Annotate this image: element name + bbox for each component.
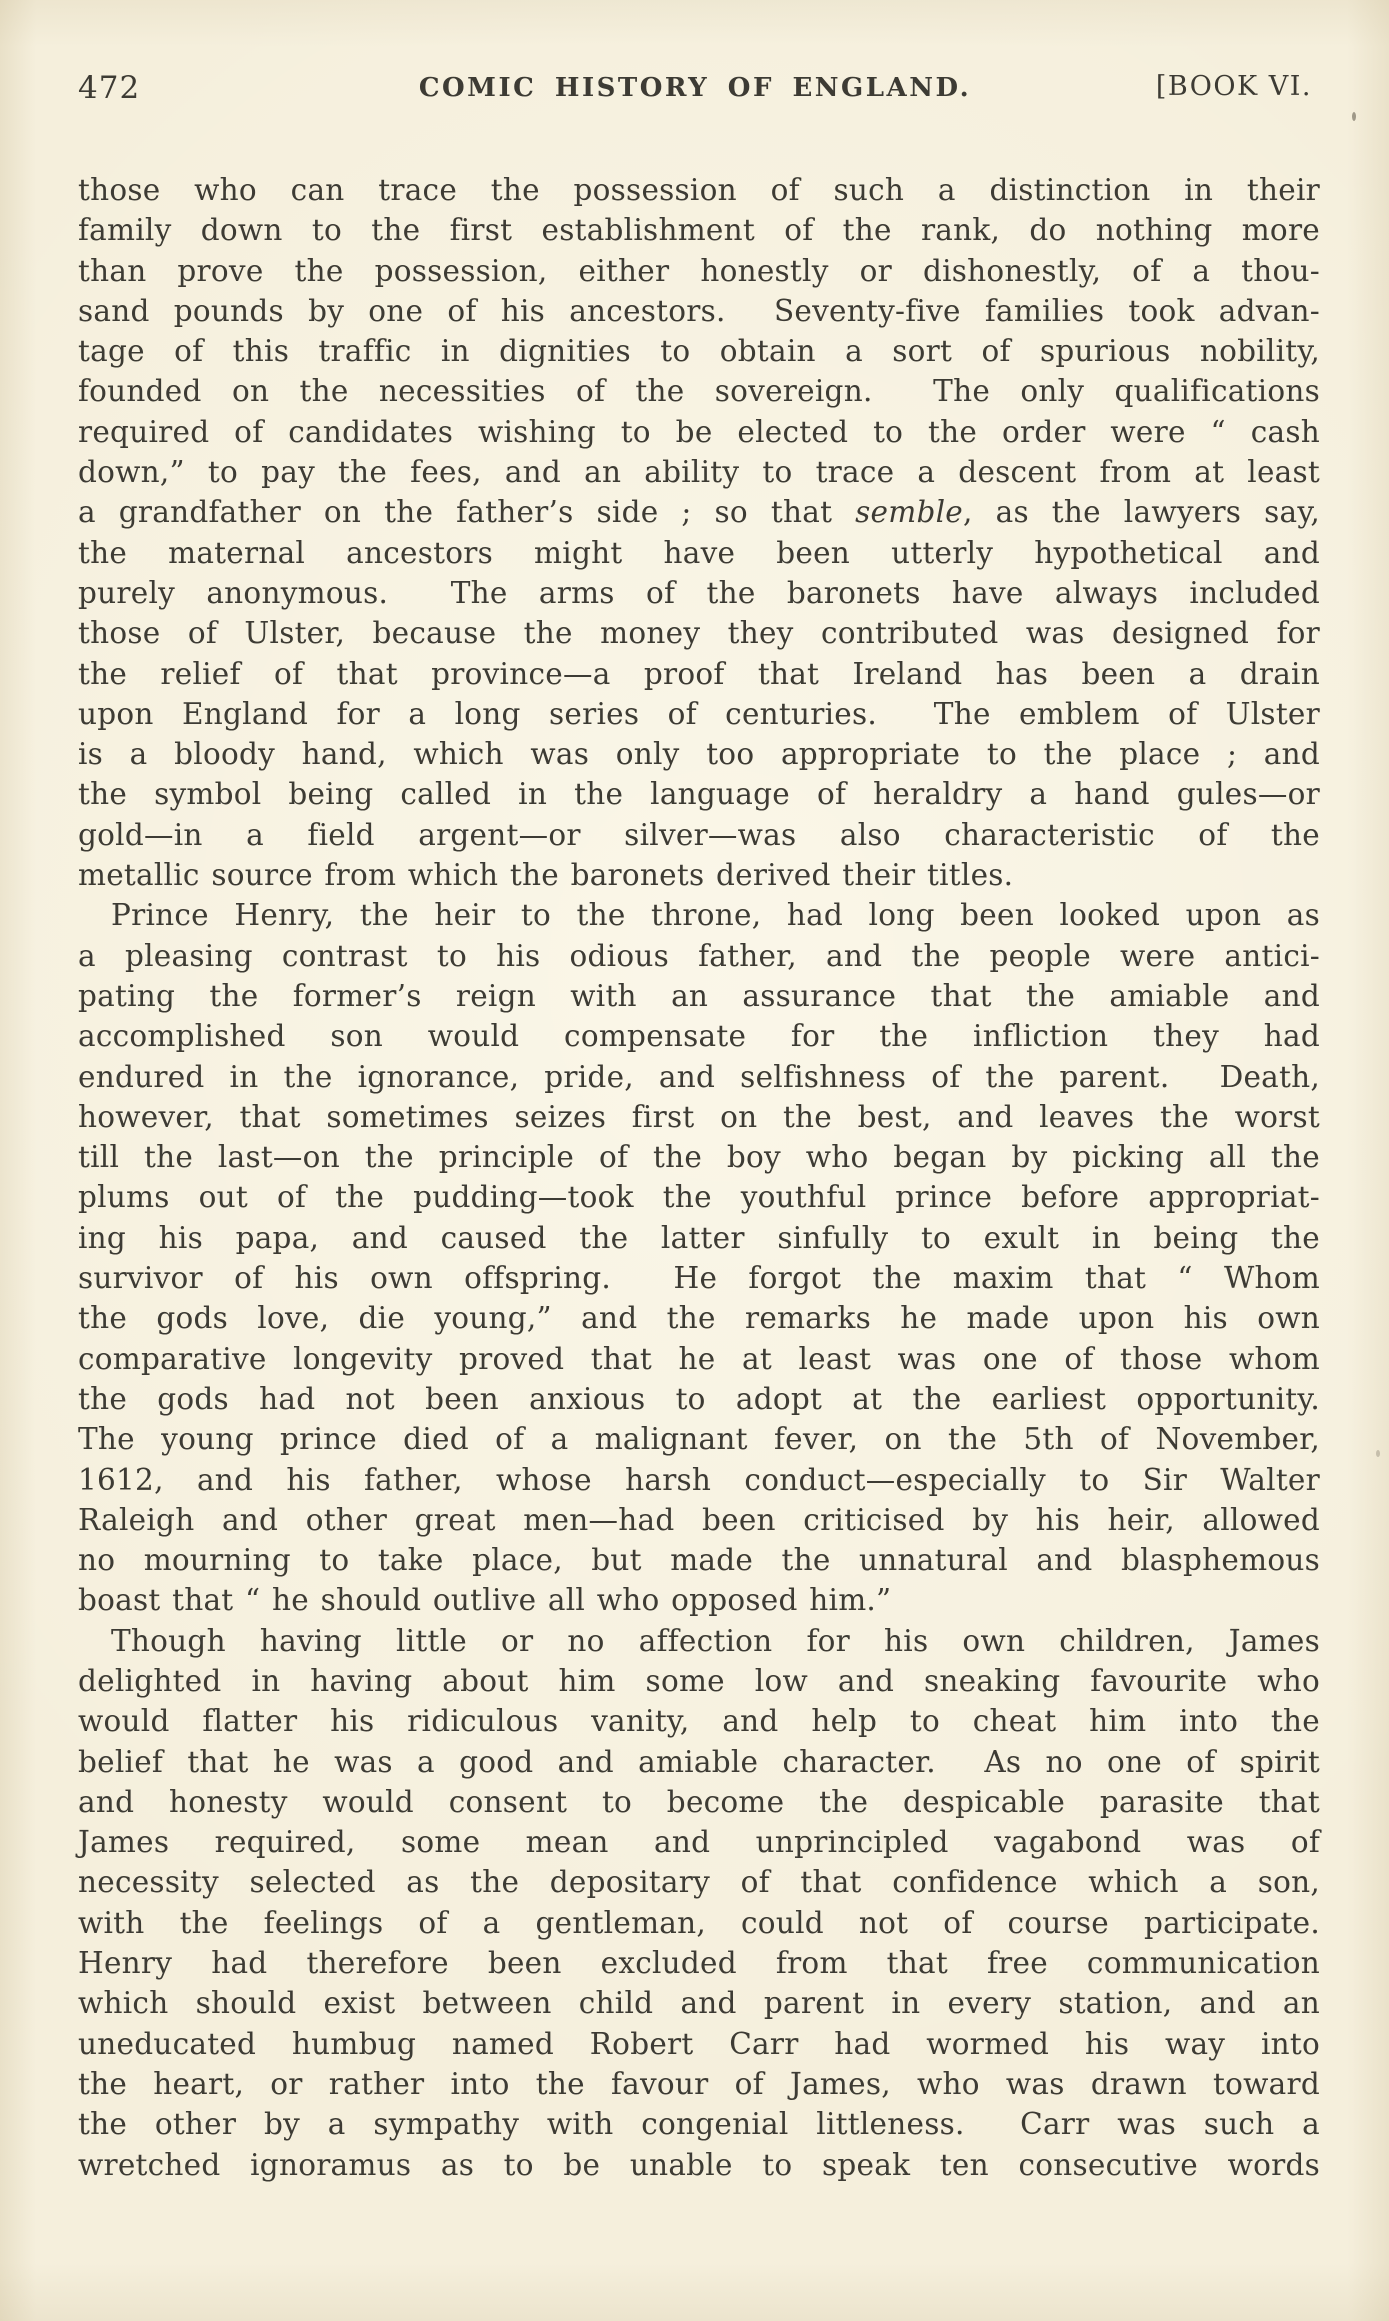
text-line: down,” to pay the fees, and an ability to trace a descent from at least xyxy=(78,455,1320,490)
text-line: the gods had not been anxious to adopt at the earliest opportunity. xyxy=(78,1381,1320,1416)
text-line: required of candidates wishing to be elected to the order were “ cash xyxy=(78,414,1320,449)
text-line: James required, some mean and unprincipled vagabond was of xyxy=(78,1825,1320,1860)
text-line: is a bloody hand, which was only too appropriate to the place ; and xyxy=(78,737,1320,772)
text-line: upon England for a long series of centuries. The emblem of Ulster xyxy=(78,696,1320,731)
book-label: [BOOK VI. xyxy=(1155,71,1312,102)
text-line: with the feelings of a gentleman, could not of course participate. xyxy=(78,1905,1320,1940)
text-line: ing his papa, and caused the latter sinfully to exult in being the xyxy=(78,1220,1320,1255)
text-line: family down to the first establishment of the rank, do nothing more xyxy=(78,213,1320,248)
page-header xyxy=(78,70,1312,110)
text-line: a grandfather on the father’s side ; so that semble, as the lawyers say, xyxy=(78,495,1321,530)
text-line: plums out of the pudding—took the youthful prince before appropriat- xyxy=(78,1180,1320,1215)
ink-speck xyxy=(1376,1450,1380,1457)
text-line: belief that he was a good and amiable character. As no one of spirit xyxy=(78,1744,1320,1779)
text-line: the relief of that province—a proof that Ireland has been a drain xyxy=(78,656,1320,691)
page-number: 472 xyxy=(78,70,141,106)
text-line: delighted in having about him some low and sneaking favourite who xyxy=(78,1663,1320,1698)
text-line: Though having little or no affection for his own children, James xyxy=(111,1623,1320,1658)
page-body xyxy=(78,170,1320,2185)
text-line: no mourning to take place, but made the unnatural and blasphemous xyxy=(78,1543,1320,1578)
text-line: endured in the ignorance, pride, and selfishness of the parent. Death, xyxy=(78,1059,1320,1094)
text-line: however, that sometimes seizes first on the best, and leaves the worst xyxy=(78,1099,1320,1134)
text-line: the symbol being called in the language of heraldry a hand gules—or xyxy=(78,777,1320,812)
text-line: those who can trace the possession of such a distinction in their xyxy=(78,173,1320,207)
text-line: than prove the possession, either honestly or dishonestly, of a thou- xyxy=(78,253,1320,288)
text-line: accomplished son would compensate for the infliction they had xyxy=(78,1019,1320,1054)
text-line: and honesty would consent to become the despicable parasite that xyxy=(78,1784,1320,1819)
text-line: a pleasing contrast to his odious father, and the people were antici- xyxy=(78,938,1320,973)
text-line: necessity selected as the depositary of that confidence which a son, xyxy=(78,1865,1320,1900)
text-line: wretched ignoramus as to be unable to speak ten consecutive words xyxy=(78,2147,1320,2182)
text-line: sand pounds by one of his ancestors. Seventy-five families took advan- xyxy=(78,293,1320,328)
text-line: the heart, or rather into the favour of James, who was drawn toward xyxy=(78,2066,1320,2101)
text-line: would flatter his ridiculous vanity, and help to cheat him into the xyxy=(78,1704,1320,1739)
text-line: Henry had therefore been excluded from that free communication xyxy=(78,1946,1320,1981)
text-line: purely anonymous. The arms of the baronets have always included xyxy=(78,575,1320,610)
ink-speck xyxy=(1352,112,1356,121)
text-line: boast that “ he should outlive all who opposed him.” xyxy=(78,1583,892,1618)
text-line: founded on the necessities of the sovereign. The only qualifications xyxy=(78,374,1320,409)
text-line: Raleigh and other great men—had been criticised by his heir, allowed xyxy=(78,1502,1320,1537)
running-title: COMIC HISTORY OF ENGLAND. xyxy=(418,73,972,103)
text-line: the gods love, die young,” and the remarks he made upon his own xyxy=(78,1301,1320,1336)
text-line: comparative longevity proved that he at least was one of those whom xyxy=(78,1341,1320,1376)
text-line: the other by a sympathy with congenial littleness. Carr was such a xyxy=(78,2107,1320,2142)
text-line: Prince Henry, the heir to the throne, had long been looked upon as xyxy=(111,898,1320,933)
text-line: tage of this traffic in dignities to obtain a sort of spurious nobility, xyxy=(78,334,1320,369)
text-line: pating the former’s reign with an assurance that the amiable and xyxy=(78,978,1320,1013)
text-line: uneducated humbug named Robert Carr had wormed his way into xyxy=(78,2026,1320,2061)
text-line: The young prince died of a malignant fever, on the 5th of November, xyxy=(78,1422,1320,1457)
text-line: till the last—on the principle of the boy who began by picking all the xyxy=(78,1140,1320,1175)
text-line: those of Ulster, because the money they contributed was designed for xyxy=(78,616,1320,651)
text-line: 1612, and his father, whose harsh conduct—especially to Sir Walter xyxy=(78,1462,1320,1497)
text-line: the maternal ancestors might have been utterly hypothetical and xyxy=(78,535,1320,570)
text-line: gold—in a field argent—or silver—was also characteristic of the xyxy=(78,817,1320,852)
text-line: survivor of his own offspring. He forgot the maxim that “ Whom xyxy=(78,1261,1320,1296)
text-line: metallic source from which the baronets derived their titles. xyxy=(78,858,1014,893)
text-line: which should exist between child and parent in every station, and an xyxy=(78,1986,1320,2021)
